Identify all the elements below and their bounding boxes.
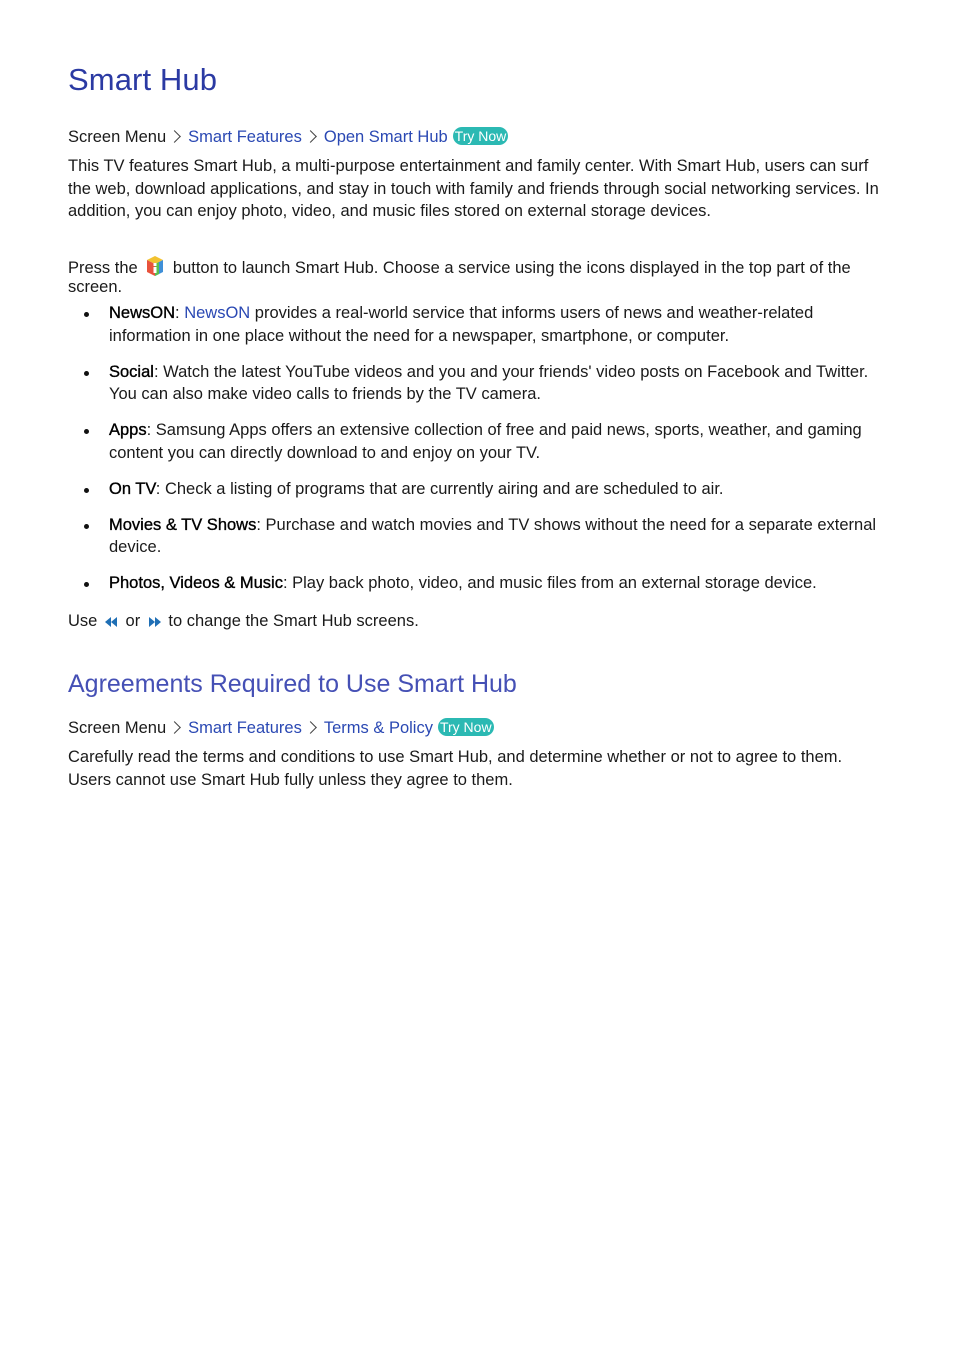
rewind-icon	[105, 617, 118, 627]
breadcrumb-link-smart-features[interactable]: Smart Features	[188, 128, 302, 146]
page-title: Smart Hub	[68, 62, 218, 97]
press-paragraph	[68, 255, 888, 297]
breadcrumb-link-open-smart-hub[interactable]: Open Smart Hub	[323, 128, 448, 146]
chevron-right-icon	[168, 721, 181, 734]
bullet-term: NewsON	[109, 304, 176, 322]
bullet-term: Apps	[109, 421, 147, 439]
newson-link[interactable]: NewsON	[184, 304, 251, 322]
try-now-button[interactable]: Try Now	[454, 128, 507, 144]
bullet-text: : Samsung Apps offers an extensive collection of free and paid news, sports, weather, and gaming content you can directly download to and enjoy on your TV.	[109, 421, 862, 462]
bullet-term: Social	[109, 362, 154, 381]
bullet-term: On TV	[109, 479, 156, 498]
use-paragraph	[68, 610, 888, 633]
services-list	[68, 302, 888, 608]
chevron-right-icon	[304, 721, 317, 734]
press-text-before: Press the	[68, 259, 138, 277]
breadcrumb	[68, 126, 508, 148]
bullet-text: : Purchase and watch movies and TV shows without the need for a separate external device.	[109, 515, 877, 556]
intro-paragraph: This TV features Smart Hub, a multi-purpose entertainment and family center. With Smart Hub, users can surf the web, download applications, and stay in touch with family and friends through social networking services. In addition, you can enjoy photo, video, and music files stored on external storage devices.	[68, 157, 879, 220]
chevron-right-icon	[168, 130, 181, 143]
list-item	[68, 514, 888, 559]
bullet-text: : Play back photo, video, and music files from an external storage device.	[282, 574, 817, 592]
bullet-term: Photos, Videos & Music	[109, 574, 283, 592]
bullet-term: Movies & TV Shows	[109, 515, 257, 534]
breadcrumb	[68, 717, 494, 739]
list-item	[68, 572, 888, 595]
use-text-before: Use	[68, 612, 98, 630]
breadcrumb-root: Screen Menu	[68, 719, 167, 737]
section-title-agreements: Agreements Required to Use Smart Hub	[68, 670, 517, 698]
breadcrumb-link-smart-features[interactable]: Smart Features	[188, 719, 302, 737]
bullet-text: : Check a listing of programs that are currently airing and are scheduled to air.	[155, 479, 724, 498]
use-text-or: or	[125, 612, 141, 630]
try-now-button[interactable]: Try Now	[439, 719, 492, 735]
bullet-text: : Watch the latest YouTube videos and you and your friends' video posts on Facebook and Twitter. You can also make video calls to friends by the TV camera.	[109, 362, 869, 403]
breadcrumb-link-terms-policy[interactable]: Terms & Policy	[323, 719, 433, 737]
use-text-after: to change the Smart Hub screens.	[168, 612, 419, 630]
list-item	[68, 361, 888, 406]
chevron-right-icon	[304, 130, 317, 143]
breadcrumb-root: Screen Menu	[68, 128, 167, 146]
fast-forward-icon	[148, 617, 161, 627]
list-item: NewsON: NewsON provides a real-world service that informs users of news and weather-related information in one place without the need for a newspaper, smartphone, or computer.	[68, 302, 888, 347]
smart-hub-cube-icon	[146, 255, 164, 277]
list-item	[68, 478, 888, 501]
press-text-after: button to launch Smart Hub. Choose a service using the icons displayed in the top part of the screen.	[68, 259, 851, 296]
agreements-paragraph: Carefully read the terms and conditions to use Smart Hub, and determine whether or not to agree to them. Users cannot use Smart Hub fully unless they agree to them.	[68, 748, 843, 789]
list-item	[68, 419, 888, 464]
bullet-text: provides a real-world service that informs users of news and weather-related information in one place without the need for a newspaper, smartphone, or computer.	[109, 304, 814, 345]
